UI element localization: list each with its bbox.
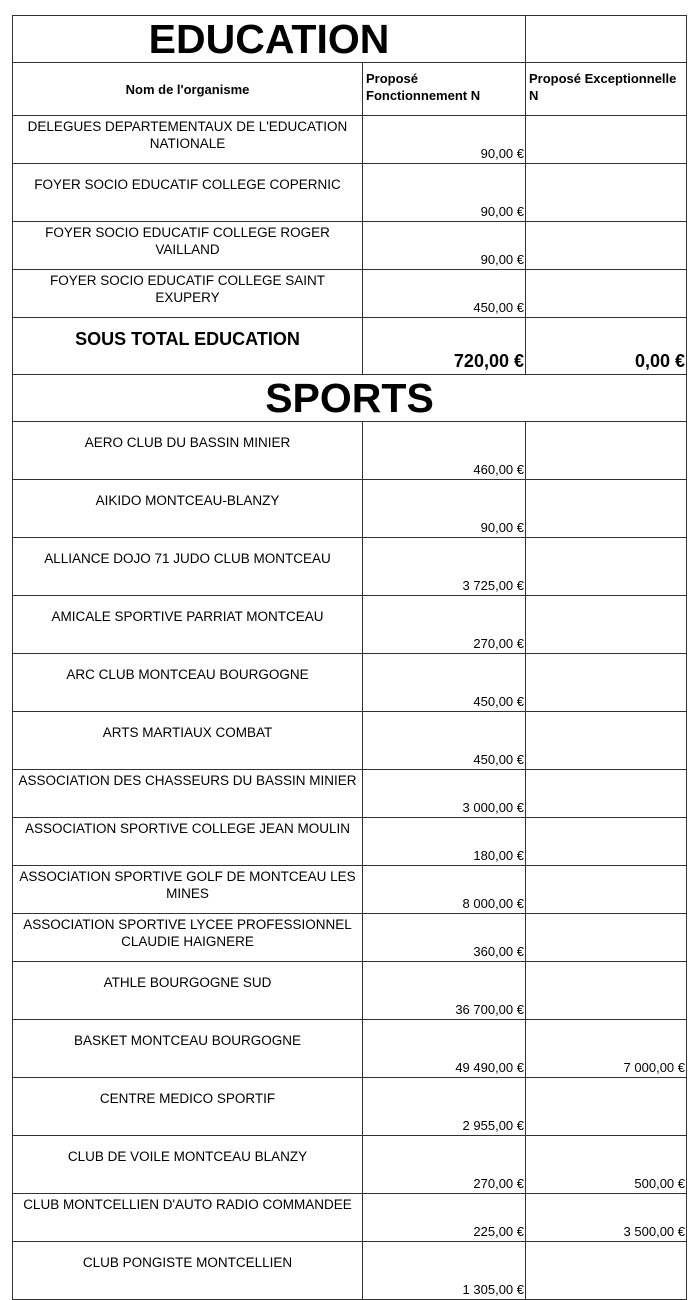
table-row — [13, 770, 687, 818]
amount-fonctionnement: 225,00 € — [363, 1194, 526, 1242]
amount-exceptionnelle — [526, 270, 687, 318]
organisme-name: BASKET MONTCEAU BOURGOGNE — [13, 1020, 363, 1078]
organisme-name: CLUB PONGISTE MONTCELLIEN — [13, 1242, 363, 1300]
header-fonctionnement: Proposé Fonctionnement N — [363, 63, 526, 116]
amount-fonctionnement: 450,00 € — [363, 654, 526, 712]
amount-fonctionnement: 270,00 € — [363, 596, 526, 654]
table-row — [13, 422, 687, 480]
amount-fonctionnement: 450,00 € — [363, 270, 526, 318]
amount-fonctionnement: 36 700,00 € — [363, 962, 526, 1020]
organisme-name: AERO CLUB DU BASSIN MINIER — [13, 422, 363, 480]
amount-fonctionnement: 3 725,00 € — [363, 538, 526, 596]
amount-exceptionnelle: 7 000,00 € — [526, 1020, 687, 1078]
education-title-row — [13, 16, 687, 63]
amount-fonctionnement: 90,00 € — [363, 116, 526, 164]
organisme-name: AMICALE SPORTIVE PARRIAT MONTCEAU — [13, 596, 363, 654]
amount-fonctionnement: 270,00 € — [363, 1136, 526, 1194]
amount-fonctionnement: 360,00 € — [363, 914, 526, 962]
amount-exceptionnelle — [526, 1078, 687, 1136]
amount-exceptionnelle — [526, 962, 687, 1020]
amount-fonctionnement: 450,00 € — [363, 712, 526, 770]
amount-exceptionnelle — [526, 818, 687, 866]
organisme-name: CENTRE MEDICO SPORTIF — [13, 1078, 363, 1136]
table-row — [13, 712, 687, 770]
amount-exceptionnelle — [526, 654, 687, 712]
amount-exceptionnelle — [526, 596, 687, 654]
header-row — [13, 63, 687, 116]
subtotal-label: SOUS TOTAL EDUCATION — [13, 318, 363, 375]
section-title-education: EDUCATION — [13, 16, 526, 63]
amount-exceptionnelle — [526, 538, 687, 596]
subtotal-fonctionnement: 720,00 € — [363, 318, 526, 375]
subtotal-exceptionnelle: 0,00 € — [526, 318, 687, 375]
amount-exceptionnelle — [526, 222, 687, 270]
section-title-sports: SPORTS — [13, 375, 687, 422]
table-row — [13, 164, 687, 222]
amount-exceptionnelle: 500,00 € — [526, 1136, 687, 1194]
amount-exceptionnelle — [526, 164, 687, 222]
table-row — [13, 914, 687, 962]
table-row — [13, 596, 687, 654]
organisme-name: CLUB DE VOILE MONTCEAU BLANZY — [13, 1136, 363, 1194]
table-row — [13, 1078, 687, 1136]
table-row — [13, 1242, 687, 1300]
empty-cell — [526, 16, 687, 63]
table-row — [13, 116, 687, 164]
amount-exceptionnelle — [526, 1242, 687, 1300]
amount-exceptionnelle — [526, 770, 687, 818]
sports-title-row — [13, 375, 687, 422]
organisme-name: ALLIANCE DOJO 71 JUDO CLUB MONTCEAU — [13, 538, 363, 596]
amount-fonctionnement: 180,00 € — [363, 818, 526, 866]
table-row — [13, 222, 687, 270]
amount-fonctionnement: 90,00 € — [363, 480, 526, 538]
amount-exceptionnelle — [526, 480, 687, 538]
organisme-name: ARC CLUB MONTCEAU BOURGOGNE — [13, 654, 363, 712]
organisme-name: FOYER SOCIO EDUCATIF COLLEGE COPERNIC — [13, 164, 363, 222]
table-row — [13, 538, 687, 596]
amount-fonctionnement: 90,00 € — [363, 222, 526, 270]
amount-fonctionnement: 8 000,00 € — [363, 866, 526, 914]
organisme-name: FOYER SOCIO EDUCATIF COLLEGE ROGER VAILLAND — [13, 222, 363, 270]
table-row — [13, 480, 687, 538]
amount-exceptionnelle — [526, 866, 687, 914]
table-row — [13, 1194, 687, 1242]
amount-fonctionnement: 3 000,00 € — [363, 770, 526, 818]
table-row — [13, 818, 687, 866]
organisme-name: ATHLE BOURGOGNE SUD — [13, 962, 363, 1020]
header-exceptionnelle: Proposé Exceptionnelle N — [526, 63, 687, 116]
table-row — [13, 962, 687, 1020]
amount-fonctionnement: 90,00 € — [363, 164, 526, 222]
table-row — [13, 866, 687, 914]
organisme-name: ASSOCIATION SPORTIVE COLLEGE JEAN MOULIN — [13, 818, 363, 866]
amount-exceptionnelle — [526, 712, 687, 770]
amount-exceptionnelle — [526, 422, 687, 480]
organisme-name: ASSOCIATION DES CHASSEURS DU BASSIN MINIER — [13, 770, 363, 818]
table-row — [13, 1020, 687, 1078]
organisme-name: ASSOCIATION SPORTIVE LYCEE PROFESSIONNEL CLAUDIE HAIGNERE — [13, 914, 363, 962]
organisme-name: ARTS MARTIAUX COMBAT — [13, 712, 363, 770]
amount-fonctionnement: 460,00 € — [363, 422, 526, 480]
table-row — [13, 654, 687, 712]
organisme-name: ASSOCIATION SPORTIVE GOLF DE MONTCEAU LES MINES — [13, 866, 363, 914]
subsidies-table — [12, 15, 687, 1300]
amount-fonctionnement: 49 490,00 € — [363, 1020, 526, 1078]
amount-exceptionnelle: 3 500,00 € — [526, 1194, 687, 1242]
subtotal-row-education — [13, 318, 687, 375]
amount-exceptionnelle — [526, 914, 687, 962]
organisme-name: CLUB MONTCELLIEN D'AUTO RADIO COMMANDEE — [13, 1194, 363, 1242]
organisme-name: DELEGUES DEPARTEMENTAUX DE L'EDUCATION NATIONALE — [13, 116, 363, 164]
organisme-name: FOYER SOCIO EDUCATIF COLLEGE SAINT EXUPERY — [13, 270, 363, 318]
amount-fonctionnement: 2 955,00 € — [363, 1078, 526, 1136]
organisme-name: AIKIDO MONTCEAU-BLANZY — [13, 480, 363, 538]
header-organisme: Nom de l'organisme — [13, 63, 363, 116]
amount-exceptionnelle — [526, 116, 687, 164]
table-row — [13, 1136, 687, 1194]
amount-fonctionnement: 1 305,00 € — [363, 1242, 526, 1300]
table-row — [13, 270, 687, 318]
